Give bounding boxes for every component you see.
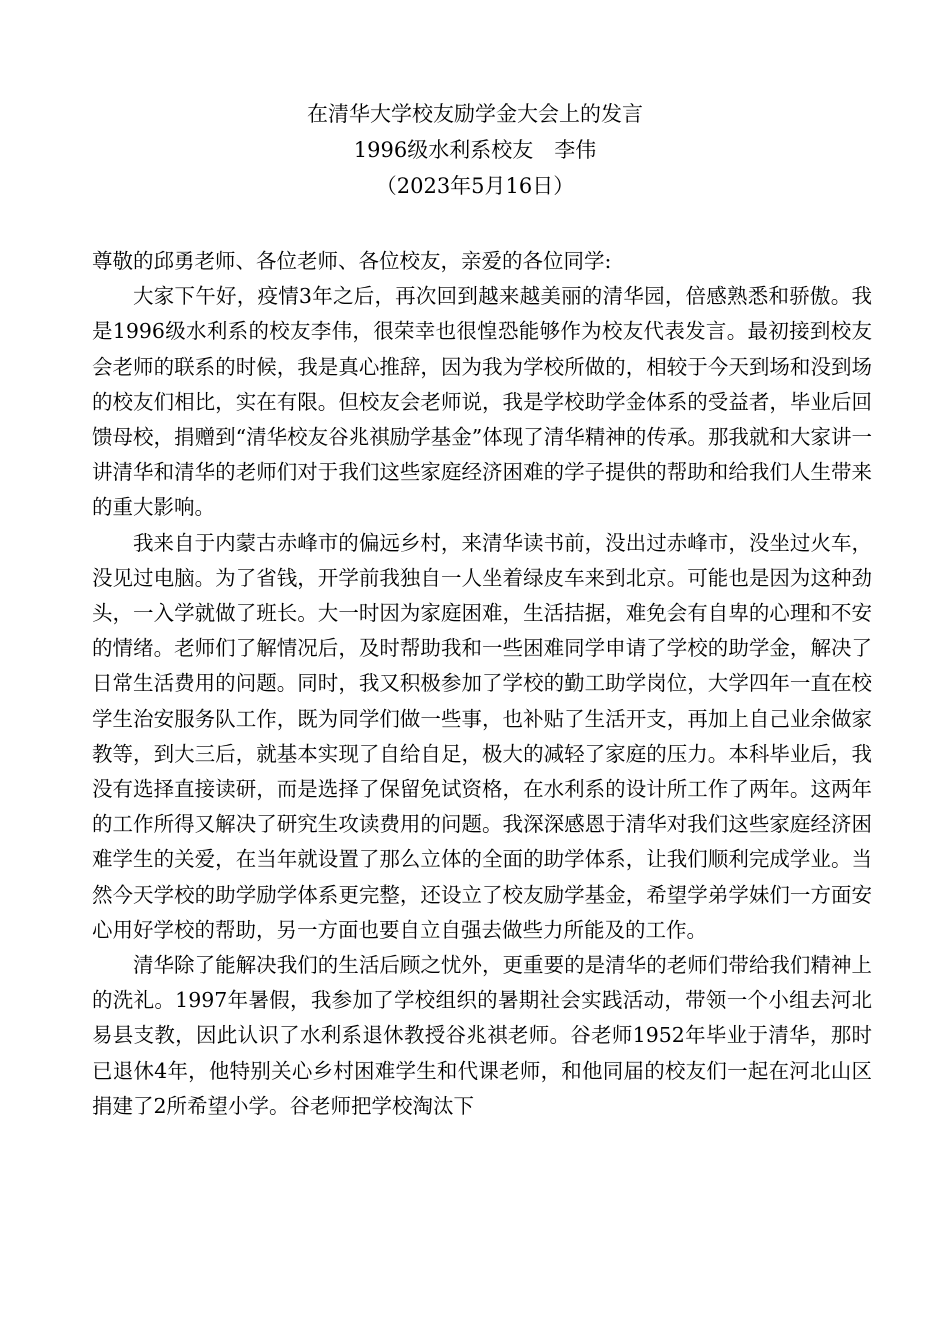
speech-header	[0, 96, 950, 204]
paragraph-2: 我来自于内蒙古赤峰市的偏远乡村，来清华读书前，没出过赤峰市，没坐过火车，没见过电脑。为了省钱，开学前我独自一人坐着绿皮车来到北京。可能也是因为这种劲头，一入学就做了班长。大一时因为家庭困难，生活拮据，难免会有自卑的心理和不安的情绪。老师们了解情况后，及时帮助我和一些困难同学申请了学校的助学金，解决了日常生活费用的问题。同时，我又积极参加了学校的勤工助学岗位，大学四年一直在校学生治安服务队工作，既为同学们做一些事，也补贴了生活开支，再加上自己业余做家教等，到大三后，就基本实现了自给自足，极大的减轻了家庭的压力。本科毕业后，我没有选择直接读研，而是选择了保留免试资格，在水利系的设计所工作了两年。这两年的工作所得又解决了研究生攻读费用的问题。我深深感恩于清华对我们这些家庭经济困难学生的关爱，在当年就设置了那么立体的全面的助学体系，让我们顺利完成学业。当然今天学校的助学励学体系更完整，还设立了校友励学基金，希望学弟学妹们一方面安心用好学校的帮助，另一方面也要自立自强去做些力所能及的工作。	[92, 530, 872, 942]
author-line: 1996级水利系校友 李伟	[353, 138, 597, 162]
paragraph-3: 清华除了能解决我们的生活后顾之忧外，更重要的是清华的老师们带给我们精神上的洗礼。1997年暑假，我参加了学校组织的暑期社会实践活动，带领一个小组去河北易县支教，因此认识了水利系退休教授谷兆祺老师。谷老师1952年毕业于清华，那时已退休4年，他特别关心乡村困难学生和代课老师，和他同届的校友们一起在河北山区捐建了2所希望小学。谷老师把学校淘汰下	[92, 953, 872, 1118]
date-line: （2023年5月16日）	[375, 174, 575, 198]
paragraph-1: 大家下午好，疫情3年之后，再次回到越来越美丽的清华园，倍感熟悉和骄傲。我是1996级水利系的校友李伟，很荣幸也很惶恐能够作为校友代表发言。最初接到校友会老师的联系的时候，我是真心推辞，因为我为学校所做的，相较于今天到场和没到场的校友们相比，实在有限。但校友会老师说，我是学校助学金体系的受益者，毕业后回馈母校，捐赠到“清华校友谷兆祺励学基金”体现了清华精神的传承。那我就和大家讲一讲清华和清华的老师们对于我们这些家庭经济困难的学子提供的帮助和给我们人生带来的重大影响。	[92, 284, 872, 520]
salutation: 尊敬的邱勇老师、各位老师、各位校友，亲爱的各位同学:	[92, 249, 612, 273]
speech-body	[92, 244, 872, 1124]
speech-title: 在清华大学校友励学金大会上的发言	[307, 102, 643, 126]
